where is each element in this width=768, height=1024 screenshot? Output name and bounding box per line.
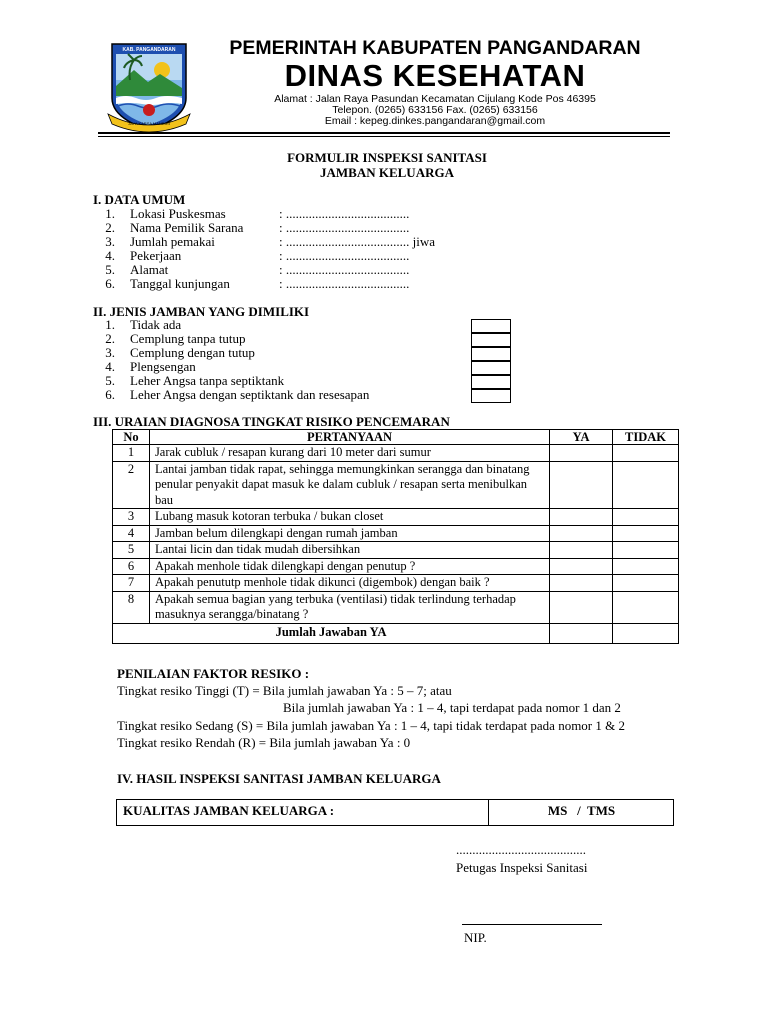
row-question: Jamban belum dilengkapi dengan rumah jamban [149, 525, 549, 542]
data-row-value[interactable]: : ...................................... [279, 276, 410, 291]
quality-label: KUALITAS JAMBAN KELUARGA : [117, 800, 489, 825]
table-row [113, 591, 679, 623]
form-title-line1: FORMULIR INSPEKSI SANITASI [287, 150, 487, 165]
data-row-value[interactable]: : ...................................... jiwa [279, 234, 436, 249]
risk-high-continued: Bila jumlah jawaban Ya : 1 – 4, tapi terdapat pada nomor 1 dan 2 [283, 700, 621, 715]
toilet-type-number: 5. [105, 373, 115, 388]
toilet-type-label: Plengsengan [130, 359, 196, 374]
toilet-type-label: Leher Angsa dengan septiktank dan resesapan [130, 387, 370, 402]
col-question-header: PERTANYAAN [149, 430, 549, 445]
contact-block [200, 94, 670, 127]
yes-answer-cell[interactable] [550, 542, 613, 559]
yes-answer-cell[interactable] [550, 591, 613, 623]
data-row-label: Pekerjaan [130, 248, 182, 263]
logo-text-bottom: JAYA KARSA MANDIRI [128, 121, 170, 126]
row-number: 4 [113, 525, 150, 542]
toilet-type-checkbox-3[interactable] [471, 347, 511, 361]
no-answer-cell[interactable] [613, 542, 679, 559]
form-title [200, 150, 574, 180]
diagnosis-table [112, 429, 679, 644]
no-answer-cell[interactable] [613, 445, 679, 462]
kabupaten-logo [104, 40, 194, 132]
no-answer-cell[interactable] [613, 509, 679, 526]
data-row-number: 3. [105, 234, 115, 249]
quality-box [116, 799, 674, 826]
risk-medium: Tingkat resiko Sedang (S) = Bila jumlah jawaban Ya : 1 – 4, tapi tidak terdapat pada nomor 1 & 2 [117, 718, 625, 733]
toilet-type-label: Cemplung tanpa tutup [130, 331, 246, 346]
toilet-type-checkbox-5[interactable] [471, 375, 511, 389]
row-number: 7 [113, 575, 150, 592]
table-row [113, 525, 679, 542]
row-number: 1 [113, 445, 150, 462]
table-row [113, 445, 679, 462]
data-row-label: Nama Pemilik Sarana [130, 220, 244, 235]
toilet-type-checkbox-6[interactable] [471, 389, 511, 403]
row-question: Apakah semua bagian yang terbuka (ventilasi) tidak terlindung terhadap masuknya serangga/binatang ? [149, 591, 549, 623]
total-no-cell[interactable] [613, 623, 679, 643]
signature-dots[interactable]: ........................................ [456, 842, 586, 857]
table-row [113, 509, 679, 526]
yes-answer-cell[interactable] [550, 558, 613, 575]
toilet-type-number: 4. [105, 359, 115, 374]
risk-heading: PENILAIAN FAKTOR RESIKO : [117, 666, 310, 681]
no-answer-cell[interactable] [613, 525, 679, 542]
table-header-row [113, 430, 679, 445]
yes-answer-cell[interactable] [550, 575, 613, 592]
data-row-value[interactable]: : ...................................... [279, 262, 410, 277]
section2-heading: II. JENIS JAMBAN YANG DIMILIKI [93, 304, 310, 319]
address-line: Alamat : Jalan Raya Pasundan Kecamatan Cijulang Kode Pos 46395 [274, 93, 596, 105]
section3-heading: III. URAIAN DIAGNOSA TINGKAT RISIKO PENCEMARAN [93, 414, 450, 429]
data-row-label: Jumlah pemakai [130, 234, 215, 249]
toilet-type-checkbox-4[interactable] [471, 361, 511, 375]
toilet-type-number: 1. [105, 317, 115, 332]
header-rule-thick [98, 132, 670, 134]
data-row-label: Tanggal kunjungan [130, 276, 230, 291]
row-question: Lubang masuk kotoran terbuka / bukan closet [149, 509, 549, 526]
signature-role: Petugas Inspeksi Sanitasi [456, 860, 588, 875]
table-row [113, 542, 679, 559]
toilet-type-number: 3. [105, 345, 115, 360]
table-row [113, 558, 679, 575]
no-answer-cell[interactable] [613, 575, 679, 592]
data-row-label: Alamat [130, 262, 169, 277]
toilet-type-label: Tidak ada [130, 317, 182, 332]
row-question: Apakah menhole tidak dilengkapi dengan penutup ? [149, 558, 549, 575]
row-question: Jarak cubluk / resapan kurang dari 10 meter dari sumur [149, 445, 549, 462]
row-question: Lantai licin dan tidak mudah dibersihkan [149, 542, 549, 559]
yes-answer-cell[interactable] [550, 461, 613, 509]
risk-high: Tingkat resiko Tinggi (T) = Bila jumlah jawaban Ya : 5 – 7; atau [117, 683, 452, 698]
data-row-value[interactable]: : ...................................... [279, 248, 410, 263]
government-name: PEMERINTAH KABUPATEN PANGANDARAN [229, 37, 641, 59]
no-answer-cell[interactable] [613, 558, 679, 575]
email-line: Email : kepeg.dinkes.pangandaran@gmail.com [324, 115, 546, 127]
table-row [113, 461, 679, 509]
department-name: DINAS KESEHATAN [284, 58, 586, 93]
section4-heading: IV. HASIL INSPEKSI SANITASI JAMBAN KELUARGA [117, 771, 441, 786]
signature-line[interactable] [462, 924, 602, 925]
yes-answer-cell[interactable] [550, 445, 613, 462]
toilet-type-label: Cemplung dengan tutup [130, 345, 255, 360]
table-row [113, 575, 679, 592]
row-question: Apakah penututp menhole tidak dikunci (digembok) dengan baik ? [149, 575, 549, 592]
total-row [113, 623, 679, 643]
row-question: Lantai jamban tidak rapat, sehingga memungkinkan serangga dan binatang penular penyakit dapat masuk ke dalam cubluk / resapan serta menibulkan bau [149, 461, 549, 509]
data-row-number: 6. [105, 276, 115, 291]
yes-answer-cell[interactable] [550, 525, 613, 542]
row-number: 6 [113, 558, 150, 575]
yes-answer-cell[interactable] [550, 509, 613, 526]
data-row-number: 1. [105, 206, 115, 221]
toilet-type-number: 6. [105, 387, 115, 402]
data-row-value[interactable]: : ...................................... [279, 206, 410, 221]
no-answer-cell[interactable] [613, 591, 679, 623]
data-row-label: Lokasi Puskesmas [130, 206, 226, 221]
toilet-type-number: 2. [105, 331, 115, 346]
col-yes-header: YA [550, 430, 613, 445]
data-row-number: 2. [105, 220, 115, 235]
phone-line: Telepon. (0265) 633156 Fax. (0265) 633156 [332, 104, 538, 116]
quality-value[interactable]: MS / TMS [547, 803, 616, 818]
data-row-value[interactable]: : ...................................... [279, 220, 410, 235]
total-yes-cell[interactable] [550, 623, 613, 643]
no-answer-cell[interactable] [613, 461, 679, 509]
row-number: 5 [113, 542, 150, 559]
nip-label: NIP. [464, 930, 487, 945]
col-no-answer-header: TIDAK [613, 430, 679, 445]
toilet-type-checkbox-2[interactable] [471, 333, 511, 347]
total-label: Jumlah Jawaban YA [113, 623, 550, 643]
form-title-line2: JAMBAN KELUARGA [320, 165, 454, 180]
header-rule-thin [98, 136, 670, 137]
toilet-type-checkbox-1[interactable] [471, 319, 511, 333]
col-no-header: No [113, 430, 150, 445]
row-number: 8 [113, 591, 150, 623]
section1-heading: I. DATA UMUM [93, 192, 186, 207]
data-row-number: 5. [105, 262, 115, 277]
row-number: 3 [113, 509, 150, 526]
risk-low: Tingkat resiko Rendah (R) = Bila jumlah jawaban Ya : 0 [117, 735, 411, 750]
data-row-number: 4. [105, 248, 115, 263]
toilet-type-label: Leher Angsa tanpa septiktank [130, 373, 285, 388]
logo-text-top: KAB. PANGANDARAN [122, 47, 176, 53]
row-number: 2 [113, 461, 150, 509]
